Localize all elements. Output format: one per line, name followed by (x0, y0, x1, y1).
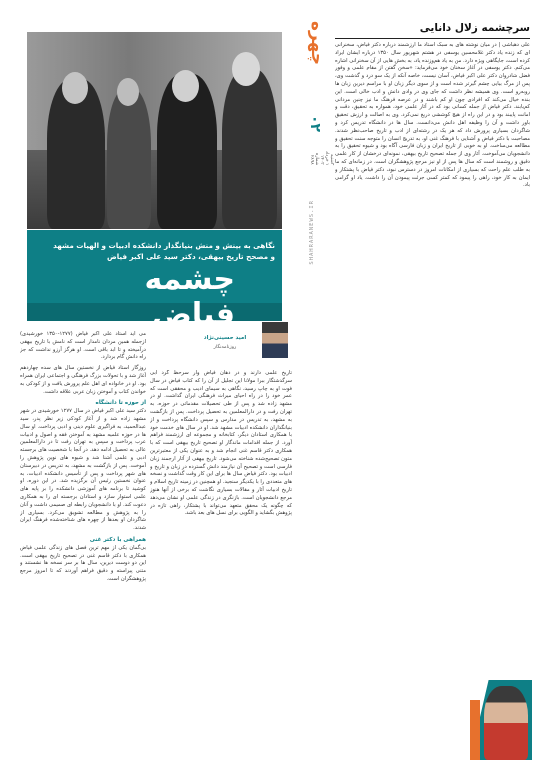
column-title: سرچشمه زلال دانایی (419, 22, 530, 34)
paragraph: روزگار استاد فیاض از نخستین سال های سده چهاردهم آغاز شد و با تحولات بزرگ فرهنگی و اجتماعی ایران همراه بود. او در خانواده ای اهل علم پرورش یافت و از کودکی به خواندن کتاب و آموختن زبان عربی علاقه داشت. (20, 365, 146, 395)
historical-photo (27, 32, 282, 229)
column-rule (335, 38, 530, 39)
masthead-logo: چهره (307, 21, 327, 66)
paragraph: بی‌گمان یکی از مهم ترین فصل های زندگی علمی فیاض همکاری با دکتر قاسم غنی در تصحیح تاریخ بیهقی است. این دو دوست دیرین، سال ها بر سر نسخه ها نشستند و متنی پیراسته و دقیق فراهم آوردند که تا امروز مرجع پژوهشگران است. (20, 544, 146, 582)
paragraph: دکتر سید علی اکبر فیاض در سال ۱۲۷۷ خورشیدی در شهر مشهد زاده شد و از آغاز کودکی زیر نظر پدر، سید عبدالحمید، به فراگیری علوم دینی و ادبی پرداخت. او سال ها در حوزه علمیه مشهد به آموختن فقه و اصول و ادبیات عرب پرداخت و سپس به تهران رفت تا در دارالمعلمین عالی به تحصیل ادامه دهد. در آنجا با شخصیت های برجسته ادبی و علمی آشنا شد و شیوه های نوین پژوهش را آموخت. پس از بازگشت به مشهد، به تدریس در دبیرستان های شهر پرداخت و پس از تأسیس دانشکده ادبیات، به عنوان نخستین رئیس آن برگزیده شد. در این دوره، او کوشید تا برنامه های آموزشی دانشکده را بر پایه های علمی استوار سازد و استادان برجسته ای را به همکاری دعوت کند. او با دانشجویان رابطه ای صمیمی داشت و آنان را به پژوهش و مطالعه تشویق می‌کرد. بسیاری از شاگردان او بعدها از چهره های شناخته‌شده فرهنگ ایران شدند. (20, 408, 146, 532)
masthead (305, 15, 334, 165)
author-photo (484, 686, 528, 760)
headline-title: چشمه فیاض (144, 262, 235, 332)
byline-role: روزنامه‌نگار (213, 345, 237, 350)
article-body-middle: تاریخ علمی دارند و در دهان فیاض وار سرحظ گرد ابی سرگذشتگار ببرا مولانا این تجلیل از آن را که کتاب فیاض در سال فوت او به چاپ رسید، نگاهی به سیمای ادیب و محققی است که عمر خود را در راه احیای میراث فرهنگی ایران گذاشت. او در مشهد زاده شد و پس از طی تحصیلات مقدماتی در حوزه، به تهران رفت و در دارالمعلمین به تحصیل پرداخت. پس از بازگشت به مشهد، به تدریس در مدارس و سپس دانشگاه پرداخت و از بنیانگذاران دانشکده ادبیات مشهد شد. او در سال های خدمت خود با همکاری استادان دیگر، کتابخانه و مجموعه ای ارزشمند فراهم آورد. از جمله اقدامات ماندگار او تصحیح تاریخ بیهقی است که با همکاری دکتر قاسم غنی انجام شد و به عنوان یکی از معتبرترین متون تصحیح‌شده شناخته می‌شود. تاریخ بیهقی از آثار ارجمند زبان فارسی است و تصحیح آن نیازمند دانش گسترده در زبان و تاریخ و ادبیات بود. دکتر فیاض سال ها برای این کار وقت گذاشت و نسخه های متعددی را با یکدیگر سنجید. او همچنین در زمینه تاریخ اسلام و تاریخ ادبیات آثار و مقالات بسیاری نگاشت که برخی از آنها هنوز مرجع دانشجویان است. بازنگری در زندگی علمی او نشان می‌دهد که چگونه یک محقق متعهد می‌تواند با پشتکار، راهی تازه در پژوهش بگشاید و الگویی برای نسل های بعد باشد. (150, 370, 292, 517)
author-accent (470, 700, 480, 760)
headline-subtitle: نگاهی به بینش و منش بنیانگذار دانشکده ادبیات و الهیات مشهد و مصحح تاریخ بیهقی، دکتر سید علی اکبر فیاض (53, 241, 275, 261)
issue-date (309, 143, 334, 165)
intro-paragraph: می آید استاد علی اکبر فیاض (۱۲۷۷-۱۳۵۰ خورشیدی) ازجمله همین مردان نامدار است که نامش با تاریخ بیهقی درآمیخته و تا ابد باقی است. او هرگز آرزو نداشت که جز راه دانش گام بردارد. (20, 331, 146, 361)
column-body: علی دهباشی | در میان نوشته های به سبک استاد ما آرزشمند درباره دکتر فیاض، سخنرانی ای که زنده یاد دکتر غلامحسین یوسفی در هشتم شهریور سال ۱۳۵۰ درباره ایشان ایراد کرده است، جایگاهی ویژه دارد. من به یاد هم‌وزنده یاد، به بخش هایی از آن سخنرانی اشاره می‌کنم. دکتر یوسفی در آغاز سخنان خود می‌فرماید: «سخن گفتن از مقام علمی و وفور فضل شادروان دکتر علی اکبر فیاض، آسان نیست، خاصه آنکه از یک سو درد و گذشت وی، پس از مرگ بیایی چشم گیرتر شده است و از سوی دیگر زبان او با مراسم دیرین زبان ها روبه‌رو است. وی همیشه نظر داشت که جای وی در وادی دانش و ادب خالی است. این بنده خیال می‌کند که افرادی چون او کم باشند و در عرصه فرهنگ ما نیز چنین مردانی کم‌یابند. دکتر فیاض از جمله کسانی بود که در آثار علمی خود، همواره به تحقیق، دقت و امانت پایبند بود و در این راه از هیچ کوششی دریغ نمی‌کرد. وی به اصالت و ارزش تحقیق باور داشت و آن را وظیفه اهل دانش می‌دانست. سال ها در دانشگاه تدریس کرد و شاگردان بسیاری پرورش داد که هر یک در رشته‌ای از ادب و تاریخ صاحب‌نظر شدند. مصاحبت با دکتر فیاض و آشنایی با فرهنگ غنی او، به تدریج انسان را متوجه سنت تحقیق و مطالعه می‌ساخت. او به خوبی از تاریخ ایران و زبان فارسی آگاه بود و شیوه تحقیق را به دانشجویان می‌آموخت. آثار وی از جمله تصحیح تاریخ بیهقی، نمونه‌ای درخشان از کار علمی دقیق و روشمند است که سال ها پس از او نیز مرجع پژوهشگران است. در زمانه‌ای که ما به طلب علم راحت که بسیاری از امکانات امروز در دسترس نبود، دکتر فیاض با پشتکار و ایمان به کار خود، راهی را پیمود که کمتر کسی جرئت پیمودن آن را داشت. یاد او گرامی باد. (335, 42, 530, 189)
site-url[interactable]: SHAHRARANEWS.IR (309, 200, 315, 265)
date-line: ۳شنبه (329, 153, 334, 165)
subhead: همراهی با دکتر غنی (89, 536, 146, 543)
subhead: از حوزه تا دانشگاه (95, 400, 146, 407)
page-number: ۰۲ (307, 115, 323, 133)
article-body-left (20, 331, 146, 776)
date-line: شماره ۲۸۹۸ (309, 152, 319, 165)
byline-photo (262, 322, 288, 358)
date-line: ۱ خرداد ۱۴۰۳ (319, 150, 329, 165)
byline-name: امید حسینی‌نژاد (203, 335, 247, 341)
